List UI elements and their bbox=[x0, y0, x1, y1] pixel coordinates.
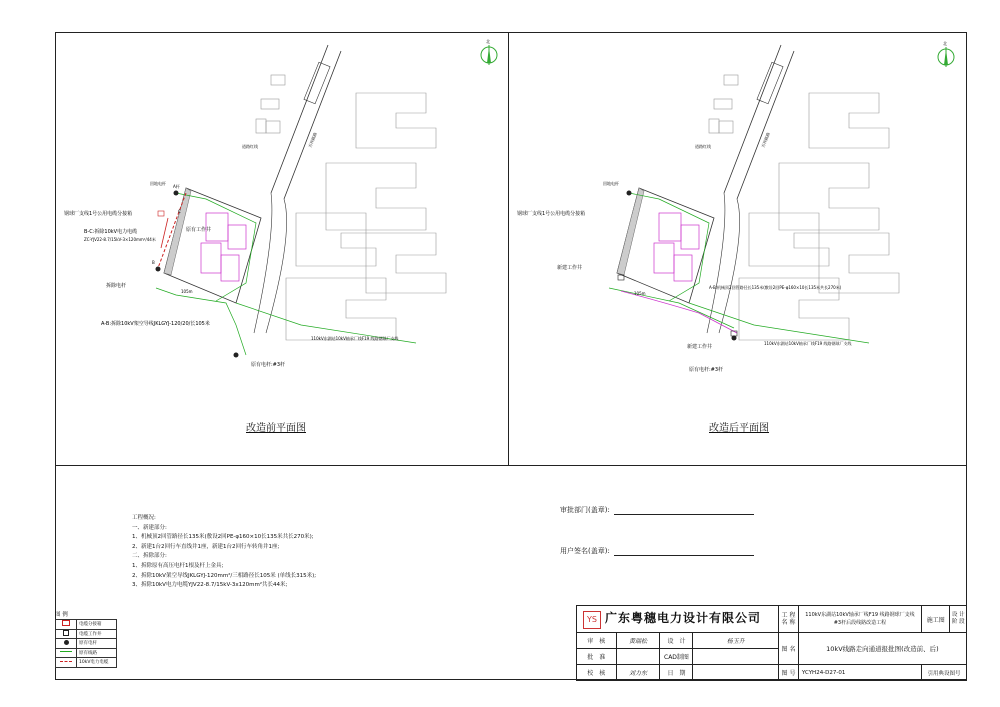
design-label: 设 计 bbox=[660, 633, 693, 649]
design-stage-value: 施工图 bbox=[921, 606, 950, 633]
project-name-line1: 110kV东湖站10kV轴承厂线F19 线路钢球厂支线 bbox=[805, 612, 915, 618]
label-ab: A-B:拆除10kV架空导线JKLGYJ-120/20/长105米 bbox=[101, 321, 210, 327]
work-well-icon bbox=[63, 630, 69, 636]
label-cable-branch: 钢球厂支线1号公用电缆分接箱 bbox=[64, 211, 133, 217]
date-value bbox=[693, 665, 779, 681]
pole-icon bbox=[64, 640, 69, 645]
road-name: 吉祥路路 bbox=[307, 131, 318, 149]
review-label: 审 核 bbox=[577, 633, 617, 649]
before-plan-map bbox=[56, 33, 509, 466]
legend-item: 电缆工作井 bbox=[77, 629, 117, 639]
drawing-name-label: 图 名 bbox=[779, 633, 799, 665]
label-pole-a: A杆 bbox=[173, 184, 180, 189]
north-label: 北 bbox=[486, 39, 490, 44]
notes-line: 2、新建1台2回行车直线井1座，新建1台2回行车转角井1座; bbox=[132, 543, 280, 550]
before-plan-panel bbox=[56, 33, 509, 466]
label-dist: 105m bbox=[181, 289, 193, 294]
check-label: 校 核 bbox=[577, 665, 617, 681]
label-old-pole-right: 原有电杆:#3杆 bbox=[689, 367, 724, 373]
company-name: 广东粤穗电力设计有限公司 bbox=[605, 610, 762, 625]
after-plan-caption: 改造后平面图 bbox=[709, 423, 769, 434]
drawing-no: YCYH24-D27-01 bbox=[798, 665, 921, 681]
north-label-right: 北 bbox=[943, 41, 947, 46]
road-name-right: 吉祥路路 bbox=[760, 131, 771, 149]
date-label: 日 期 bbox=[660, 665, 693, 681]
label-road-line-right: 道路红线 bbox=[695, 144, 711, 149]
company-cell bbox=[577, 606, 779, 633]
north-arrow-icon bbox=[481, 45, 497, 65]
label-line-name-right: 110kV东湖站10kV轴承厂线F19 线路钢球厂支线 bbox=[764, 341, 852, 346]
label-road-line: 道路红线 bbox=[242, 144, 258, 149]
label-pole-c: C bbox=[178, 209, 181, 214]
legend bbox=[55, 610, 117, 668]
approve-signature bbox=[616, 649, 660, 665]
notes-title: 工程概况: bbox=[132, 515, 156, 521]
approve-label: 批 准 bbox=[577, 649, 617, 665]
label-line-name: 110kV东湖站10kV轴承厂线F19 线路钢球厂支线 bbox=[311, 336, 399, 341]
after-plan-map bbox=[509, 33, 966, 466]
approval-dept bbox=[560, 505, 754, 515]
label-cable-branch-right: 钢球厂支线1号公用电缆分接箱 bbox=[517, 211, 586, 217]
before-plan-caption: 改造前平面图 bbox=[246, 423, 306, 434]
notes-line: 二、拆除部分: bbox=[132, 553, 167, 560]
buildings bbox=[256, 75, 446, 340]
design-signature: 杨玉升 bbox=[693, 633, 779, 649]
label-new-work-well-1: 新建工作井 bbox=[557, 265, 583, 271]
check-signature: 刘力东 bbox=[616, 665, 660, 681]
label-bc-spec: ZC-YJV22-8.7/15kV-3×120mm²/44米 bbox=[84, 237, 156, 242]
reference-drawing-label: 引用典设图号 bbox=[921, 665, 966, 681]
notes-line: 1、拆除原有高压电杆1根及杆上金具; bbox=[132, 562, 224, 569]
label-new-work-well-2: 新建工作井 bbox=[687, 344, 713, 350]
drawing-no-label: 图 号 bbox=[779, 665, 799, 681]
project-notes bbox=[70, 514, 316, 591]
label-sh: 回地电杆 bbox=[150, 181, 166, 186]
label-remove-pole: 拆除电杆 bbox=[106, 283, 127, 289]
legend-item: 电缆分接箱 bbox=[77, 620, 117, 630]
notes-line: 2、拆除10kV架空导线JKLGYJ-120mm²/三相路径长105米 (单线长315米); bbox=[132, 572, 317, 579]
label-pipe: A-B:机械顶2回管路径长135米(敷设2回PE-φ160×10长135米共长270米) bbox=[709, 285, 842, 290]
label-dist-right: 105m bbox=[634, 291, 646, 296]
north-arrow-icon bbox=[938, 47, 954, 67]
project-name-line2: #3杆后段线路改造工程 bbox=[833, 620, 887, 626]
line-icon bbox=[60, 651, 72, 652]
notes-line: 1、机械顶2回管路径长135米(敷设2回PE-φ160×10长135米共长270米); bbox=[132, 534, 314, 541]
approval-dept-label: 审批部门(盖章): bbox=[560, 506, 610, 514]
cad-signature bbox=[693, 649, 779, 665]
drawing-name: 10kV线路走向通道报批图(改造前、后) bbox=[798, 633, 966, 665]
company-logo-icon: YS bbox=[583, 611, 601, 629]
notes-line: 3、拆除10kV电力电缆YJV22-8.7/15kV-3x120mm²共长44米; bbox=[132, 582, 288, 589]
design-stage-label: 设 计 阶 段 bbox=[950, 606, 967, 633]
cable-icon bbox=[60, 661, 72, 662]
project-name-label: 工 程 名 称 bbox=[779, 606, 799, 633]
project-name-cell bbox=[798, 606, 921, 633]
notes-line: 一、新建部分: bbox=[132, 524, 167, 531]
legend-item: 原有线路 bbox=[77, 648, 117, 658]
legend-item: 原有电杆 bbox=[77, 639, 117, 649]
label-sh-right: 回地电杆 bbox=[603, 181, 619, 186]
legend-item: 10kV电力电缆 bbox=[77, 658, 117, 668]
cable-box-icon bbox=[62, 620, 70, 626]
title-block bbox=[576, 605, 967, 680]
label-bc: B-C:拆除10kV电力电缆 bbox=[84, 229, 138, 235]
review-signature: 黄瑞松 bbox=[616, 633, 660, 649]
legend-title: 图 例 bbox=[55, 612, 68, 618]
cad-label: CAD制图 bbox=[660, 649, 693, 665]
label-old-pole: 原有电杆:#3杆 bbox=[251, 362, 286, 368]
label-pole-b: B bbox=[152, 260, 155, 265]
after-plan-panel bbox=[509, 33, 966, 466]
approval-user bbox=[560, 546, 754, 556]
label-old-work-well: 原有工作井 bbox=[186, 227, 212, 233]
approval-user-label: 用户签名(盖章): bbox=[560, 547, 610, 555]
